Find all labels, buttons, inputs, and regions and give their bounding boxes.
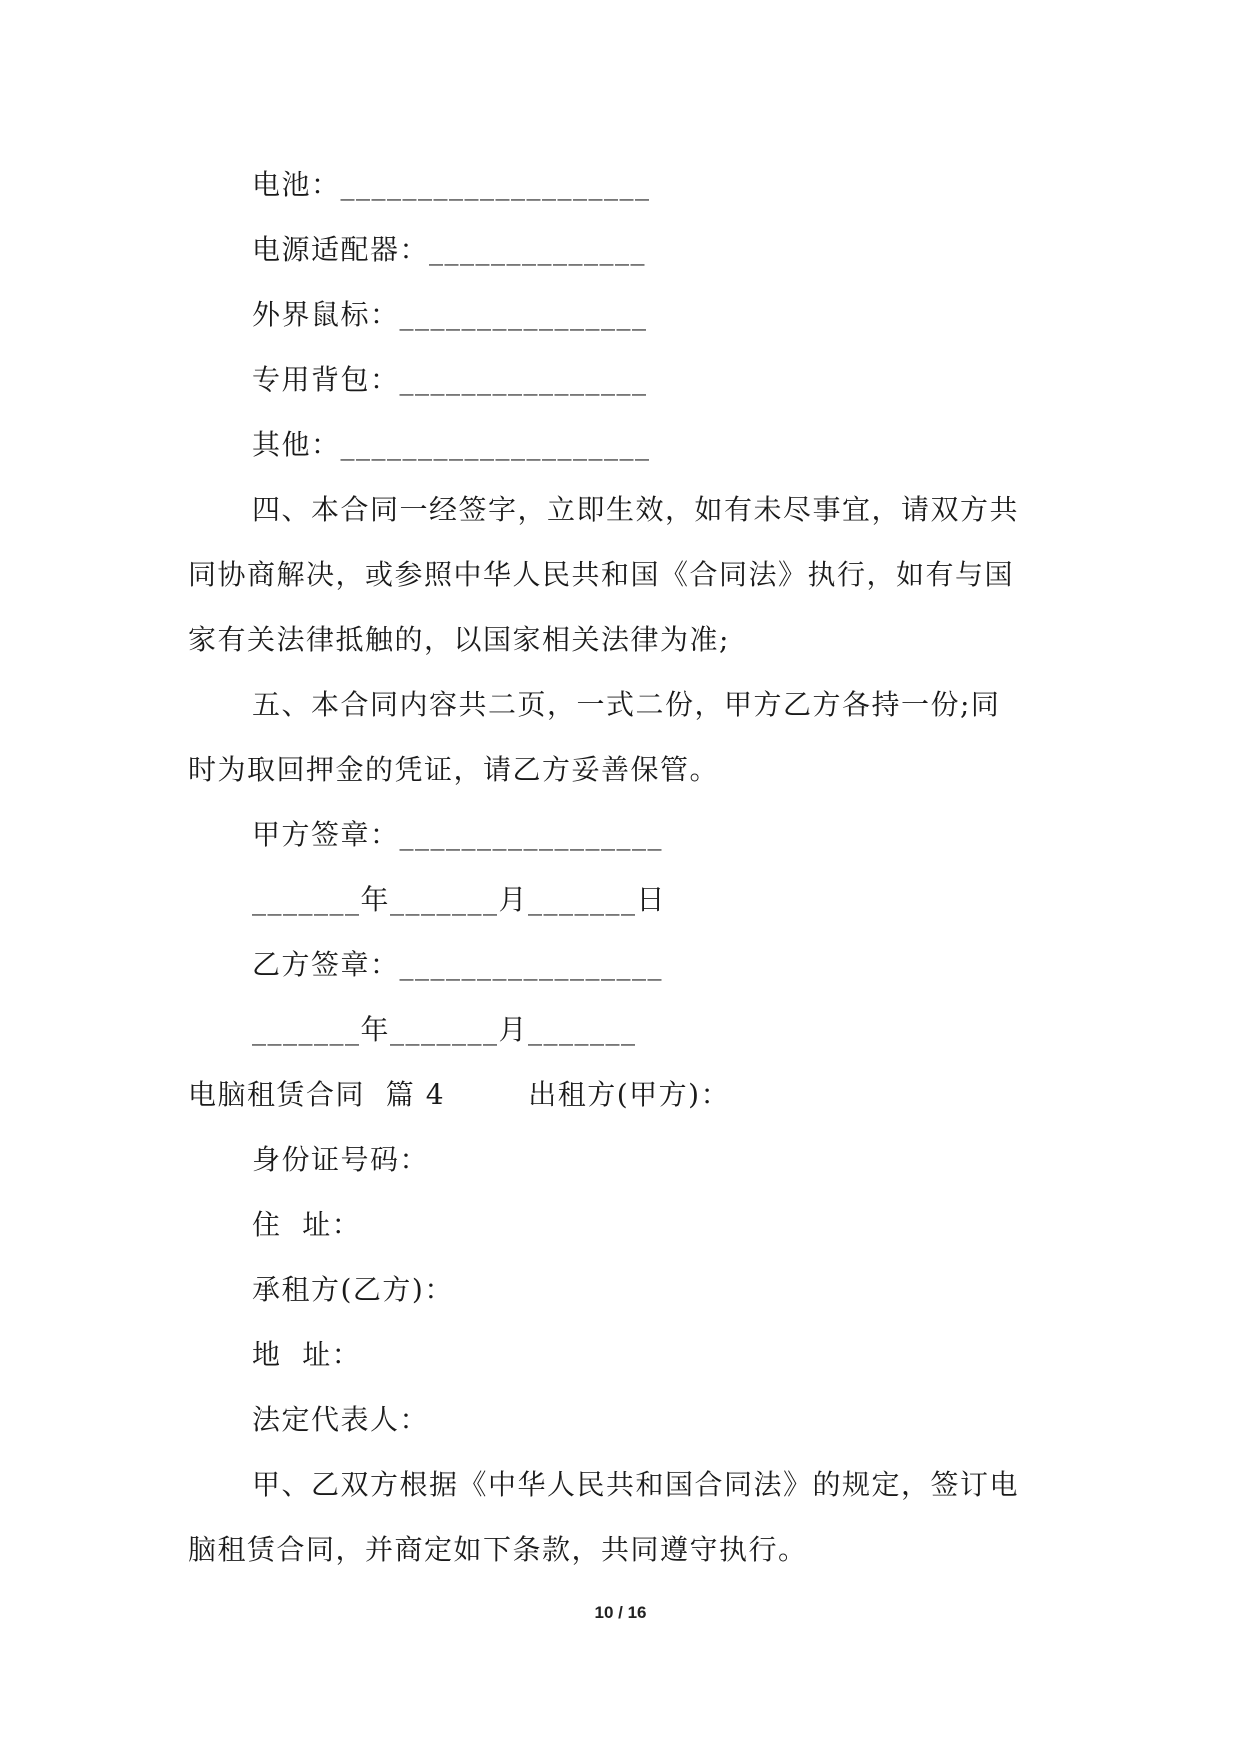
power-adapter-field: 电源适配器：______________ bbox=[252, 233, 647, 266]
external-mouse-field: 外界鼠标：________________ bbox=[252, 298, 648, 331]
lessee-field: 承租方(乙方)： bbox=[252, 1273, 454, 1306]
other-field: 其他：____________________ bbox=[252, 428, 651, 461]
clause-five-line-2: 时为取回押金的凭证，请乙方妥善保管。 bbox=[188, 753, 720, 786]
party-b-signature: 乙方签章：_________________ bbox=[252, 948, 664, 981]
address-field: 地 址： bbox=[252, 1338, 362, 1371]
clause-four-line-1: 四、本合同一经签字，立即生效，如有未尽事宜，请双方共 bbox=[252, 493, 1020, 526]
clause-four-line-3: 家有关法律抵触的，以国家相关法律为准; bbox=[188, 623, 730, 656]
clause-four-line-2: 同协商解决，或参照中华人民共和国《合同法》执行，如有与国 bbox=[188, 558, 1015, 591]
legal-representative-field: 法定代表人： bbox=[252, 1403, 430, 1436]
party-b-date: _______年_______月_______ bbox=[252, 1013, 637, 1046]
page-number: 10 / 16 bbox=[594, 1603, 647, 1622]
intro-paragraph-line-1: 甲、乙双方根据《中华人民共和国合同法》的规定，签订电 bbox=[252, 1468, 1020, 1501]
section-heading: 电脑租赁合同 篇 4 出租方(甲方)： bbox=[188, 1078, 731, 1111]
battery-field: 电池：____________________ bbox=[252, 168, 651, 201]
intro-paragraph-line-2: 脑租赁合同，并商定如下条款，共同遵守执行。 bbox=[188, 1533, 808, 1566]
clause-five-line-1: 五、本合同内容共二页，一式二份，甲方乙方各持一份;同 bbox=[252, 688, 1001, 721]
dedicated-bag-field: 专用背包：________________ bbox=[252, 363, 648, 396]
party-a-date: _______年_______月_______日 bbox=[252, 883, 667, 916]
id-number-field: 身份证号码： bbox=[252, 1143, 430, 1176]
party-a-signature: 甲方签章：_________________ bbox=[252, 818, 664, 851]
residence-field: 住 址： bbox=[252, 1208, 362, 1241]
